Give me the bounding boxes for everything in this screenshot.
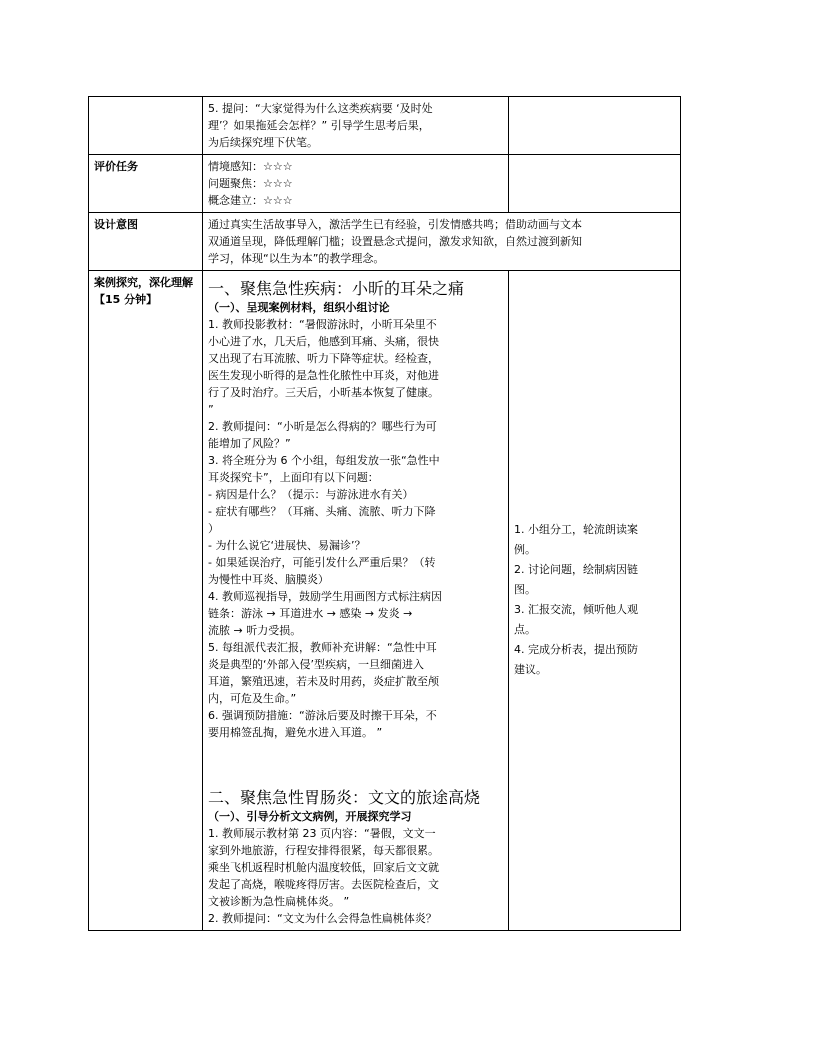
- part1-line: 炎是典型的‘外部入侵’型疾病，一旦细菌进入: [208, 658, 424, 671]
- student-activity-line: 3. 汇报交流，倾听他人观: [514, 602, 638, 616]
- student-activity-cell: [509, 271, 681, 931]
- part2-lines: [208, 825, 503, 927]
- part1-line: 流脓 → 听力受损。: [208, 624, 302, 637]
- top-row-activity-cell: [509, 97, 681, 155]
- student-activity-line: 例。: [514, 542, 536, 556]
- part1-line: 医生发现小昕得的是急性化脓性中耳炎，对他进: [208, 369, 439, 382]
- design-content-cell: [203, 213, 681, 271]
- part2-line: 乘坐飞机返程时机舱内温度较低，回家后文文就: [208, 861, 439, 874]
- part1-line: 要用棉签乱掏，避免水进入耳道。 ”: [208, 726, 383, 739]
- section-spacer: [208, 741, 503, 783]
- evaluation-content-cell: [203, 155, 509, 213]
- top-row-label-cell: [89, 97, 203, 155]
- case-content-cell: [203, 271, 509, 931]
- top-row-content-cell: [203, 97, 509, 155]
- part1-line: 为慢性中耳炎、脑膜炎）: [208, 573, 329, 586]
- part1-line: 5. 每组派代表汇报，教师补充讲解：“急性中耳: [208, 641, 437, 654]
- part1-line: 1. 教师投影教材：“暑假游泳时，小昕耳朵里不: [208, 318, 437, 331]
- top-row-line: 理’？如果拖延会怎样？” 引导学生思考后果，: [208, 119, 430, 132]
- part1-line: 6. 强调预防措施：“游泳后要及时擦干耳朵，不: [208, 709, 437, 722]
- evaluation-item: 情境感知：☆☆☆: [208, 160, 293, 173]
- part1-line: - 病因是什么？（提示：与游泳进水有关）: [208, 488, 414, 501]
- part2-line: 家到外地旅游，行程安排得很紧，每天都很累。: [208, 844, 439, 857]
- lesson-plan-table: [88, 96, 681, 931]
- student-activity-line: 4. 完成分析表，提出预防: [514, 642, 638, 656]
- part1-line: 4. 教师巡视指导，鼓励学生用画图方式标注病因: [208, 590, 442, 603]
- part1-line: 耳道，繁殖迅速，若未及时用药，炎症扩散至颅: [208, 675, 439, 688]
- evaluation-label: 评价任务: [89, 155, 203, 213]
- part1-line: 2. 教师提问：“小昕是怎么得病的？哪些行为可: [208, 420, 437, 433]
- student-activity-line: 点。: [514, 622, 536, 636]
- part2-line: 1. 教师展示教材第 23 页内容：“暑假，文文一: [208, 827, 436, 840]
- part1-line: 能增加了风险？”: [208, 437, 291, 450]
- part1-line: 耳炎探究卡”，上面印有以下问题：: [208, 471, 379, 484]
- part1-line: ”: [208, 403, 214, 416]
- case-label: 案例探究，深化理解【15 分钟】: [89, 271, 203, 931]
- part1-line: 内，可危及生命。”: [208, 692, 297, 705]
- part1-line: ）: [208, 522, 219, 535]
- part2-line: 文被诊断为急性扁桃体炎。 ”: [208, 895, 350, 908]
- part1-line: 又出现了右耳流脓、听力下降等症状。经检查，: [208, 352, 439, 365]
- part2-line: 发起了高烧，喉咙疼得厉害。去医院检查后，文: [208, 878, 439, 891]
- part1-title: 一、聚焦急性疾病：小昕的耳朵之痛: [208, 279, 465, 298]
- evaluation-item: 概念建立：☆☆☆: [208, 194, 293, 207]
- part1-line: - 如果延误治疗，可能引发什么严重后果？（转: [208, 556, 436, 569]
- student-activity-line: 建议。: [514, 662, 547, 676]
- student-activity-line: 图。: [514, 582, 536, 596]
- part1-line: 3. 将全班分为 6 个小组，每组发放一张“急性中: [208, 454, 440, 467]
- evaluation-item: 问题聚焦：☆☆☆: [208, 177, 293, 190]
- case-row: [89, 271, 681, 931]
- part1-line: - 症状有哪些？（耳痛、头痛、流脓、听力下降: [208, 505, 436, 518]
- design-line: 通过真实生活故事导入，激活学生已有经验，引发情感共鸣；借助动画与文本: [208, 218, 582, 231]
- part1-lines: [208, 316, 503, 741]
- design-line: 双通道呈现，降低理解门槛；设置悬念式提问，激发求知欲，自然过渡到新知: [208, 235, 582, 248]
- part1-line: 链条：游泳 → 耳道进水 → 感染 → 发炎 →: [208, 607, 413, 620]
- design-label: 设计意图: [89, 213, 203, 271]
- student-activity-line: 1. 小组分工，轮流朗读案: [514, 522, 638, 536]
- design-line: 学习，体现“以生为本”的教学理念。: [208, 252, 385, 265]
- part2-line: 2. 教师提问：“文文为什么会得急性扁桃体炎？: [208, 912, 437, 925]
- design-row: [89, 213, 681, 271]
- top-row: [89, 97, 681, 155]
- top-row-line: 5. 提问：“大家觉得为什么这类疾病要 ‘及时处: [208, 102, 433, 115]
- part1-line: 行了及时治疗。三天后，小昕基本恢复了健康。: [208, 386, 439, 399]
- evaluation-row: [89, 155, 681, 213]
- student-activity-line: 2. 讨论问题，绘制病因链: [514, 562, 638, 576]
- part2-subtitle: （一）、引导分析文文病例，开展探究学习: [208, 810, 412, 823]
- part1-line: 小心进了水，几天后，他感到耳痛、头痛，很快: [208, 335, 439, 348]
- evaluation-activity-cell: [509, 155, 681, 213]
- part1-line: - 为什么说它‘进展快、易漏诊’？: [208, 539, 366, 552]
- student-activity-list: [514, 521, 675, 678]
- top-row-line: 为后续探究埋下伏笔。: [208, 136, 318, 149]
- part2-title: 二、聚焦急性胃肠炎：文文的旅途高烧: [208, 788, 481, 807]
- part1-subtitle: （一）、呈现案例材料，组织小组讨论: [208, 301, 390, 314]
